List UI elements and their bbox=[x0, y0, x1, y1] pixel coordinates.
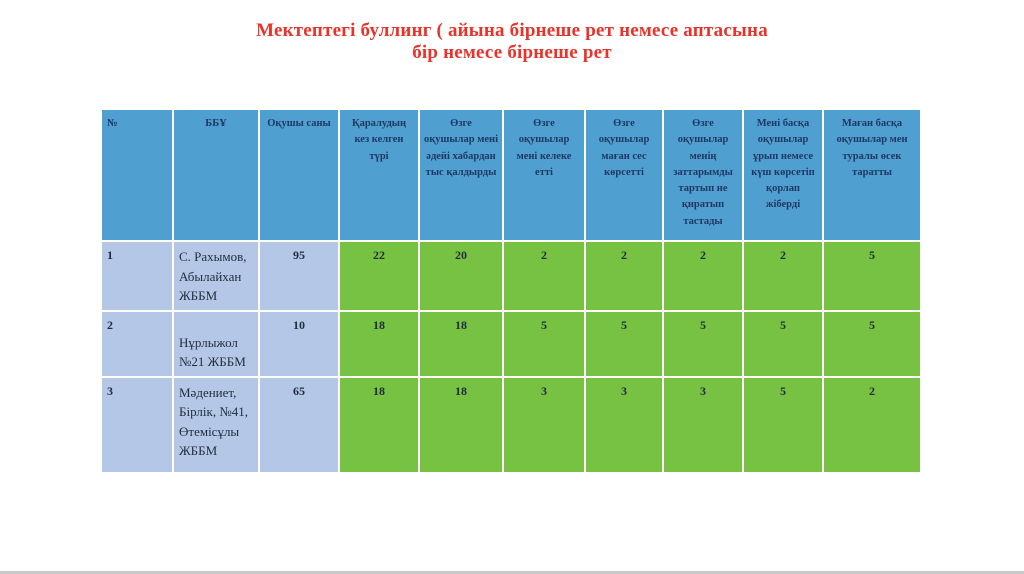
value-cell: 22 bbox=[339, 241, 419, 311]
value-cell: 2 bbox=[743, 241, 823, 311]
value-cell: 18 bbox=[419, 377, 503, 473]
value-cell: 2 bbox=[663, 241, 743, 311]
value-cell: 2 bbox=[823, 377, 921, 473]
value-cell: 5 bbox=[663, 311, 743, 377]
row-number-cell: 3 bbox=[101, 377, 173, 473]
row-number-cell: 2 bbox=[101, 311, 173, 377]
value-cell: 2 bbox=[503, 241, 585, 311]
row-number-cell: 1 bbox=[101, 241, 173, 311]
table-row bbox=[101, 311, 921, 377]
slide-title-line-2: бір немесе бірнеше рет bbox=[412, 42, 612, 64]
column-header-number: № bbox=[101, 109, 173, 241]
column-header-school: ББҰ bbox=[173, 109, 259, 241]
column-header-belongings: Өзге оқушылар менің заттарымды тартып не қиратып тастады bbox=[663, 109, 743, 241]
value-cell: 18 bbox=[339, 311, 419, 377]
student-count-cell: 95 bbox=[259, 241, 339, 311]
school-name-cell: Мәдениет, Бірлік, №41, Өтемісұлы ЖББМ bbox=[173, 377, 259, 473]
column-header-hit: Мені басқа оқушылар ұрып немесе күш көрсетіп қорлап жіберді bbox=[743, 109, 823, 241]
value-cell: 5 bbox=[823, 241, 921, 311]
value-cell: 5 bbox=[743, 377, 823, 473]
column-header-excluded: Өзге оқушылар мені әдейі хабардан тыс қалдырды bbox=[419, 109, 503, 241]
value-cell: 3 bbox=[585, 377, 663, 473]
value-cell: 5 bbox=[585, 311, 663, 377]
value-cell: 18 bbox=[419, 311, 503, 377]
value-cell: 5 bbox=[743, 311, 823, 377]
column-header-any-type: Қаралудың кез келген түрі bbox=[339, 109, 419, 241]
value-cell: 3 bbox=[663, 377, 743, 473]
column-header-mocked: Өзге оқушылар мені келеке етті bbox=[503, 109, 585, 241]
bullying-data-table bbox=[100, 108, 922, 474]
school-name-cell: Нұрлыжол №21 ЖББМ bbox=[173, 311, 259, 377]
slide-title bbox=[0, 20, 1024, 65]
table-row bbox=[101, 241, 921, 311]
student-count-cell: 10 bbox=[259, 311, 339, 377]
table-header-row bbox=[101, 109, 921, 241]
student-count-cell: 65 bbox=[259, 377, 339, 473]
slide-title-line-1: Мектептегі буллинг ( айына бірнеше рет немесе аптасына bbox=[256, 20, 768, 41]
value-cell: 2 bbox=[585, 241, 663, 311]
column-header-student-count: Оқушы саны bbox=[259, 109, 339, 241]
column-header-threatened: Өзге оқушылар маған сес көрсетті bbox=[585, 109, 663, 241]
table-row bbox=[101, 377, 921, 473]
column-header-rumors: Маған басқа оқушылар мен туралы өсек таратты bbox=[823, 109, 921, 241]
value-cell: 20 bbox=[419, 241, 503, 311]
value-cell: 3 bbox=[503, 377, 585, 473]
value-cell: 5 bbox=[823, 311, 921, 377]
value-cell: 5 bbox=[503, 311, 585, 377]
value-cell: 18 bbox=[339, 377, 419, 473]
school-name-cell: С. Рахымов, Абылайхан ЖББМ bbox=[173, 241, 259, 311]
